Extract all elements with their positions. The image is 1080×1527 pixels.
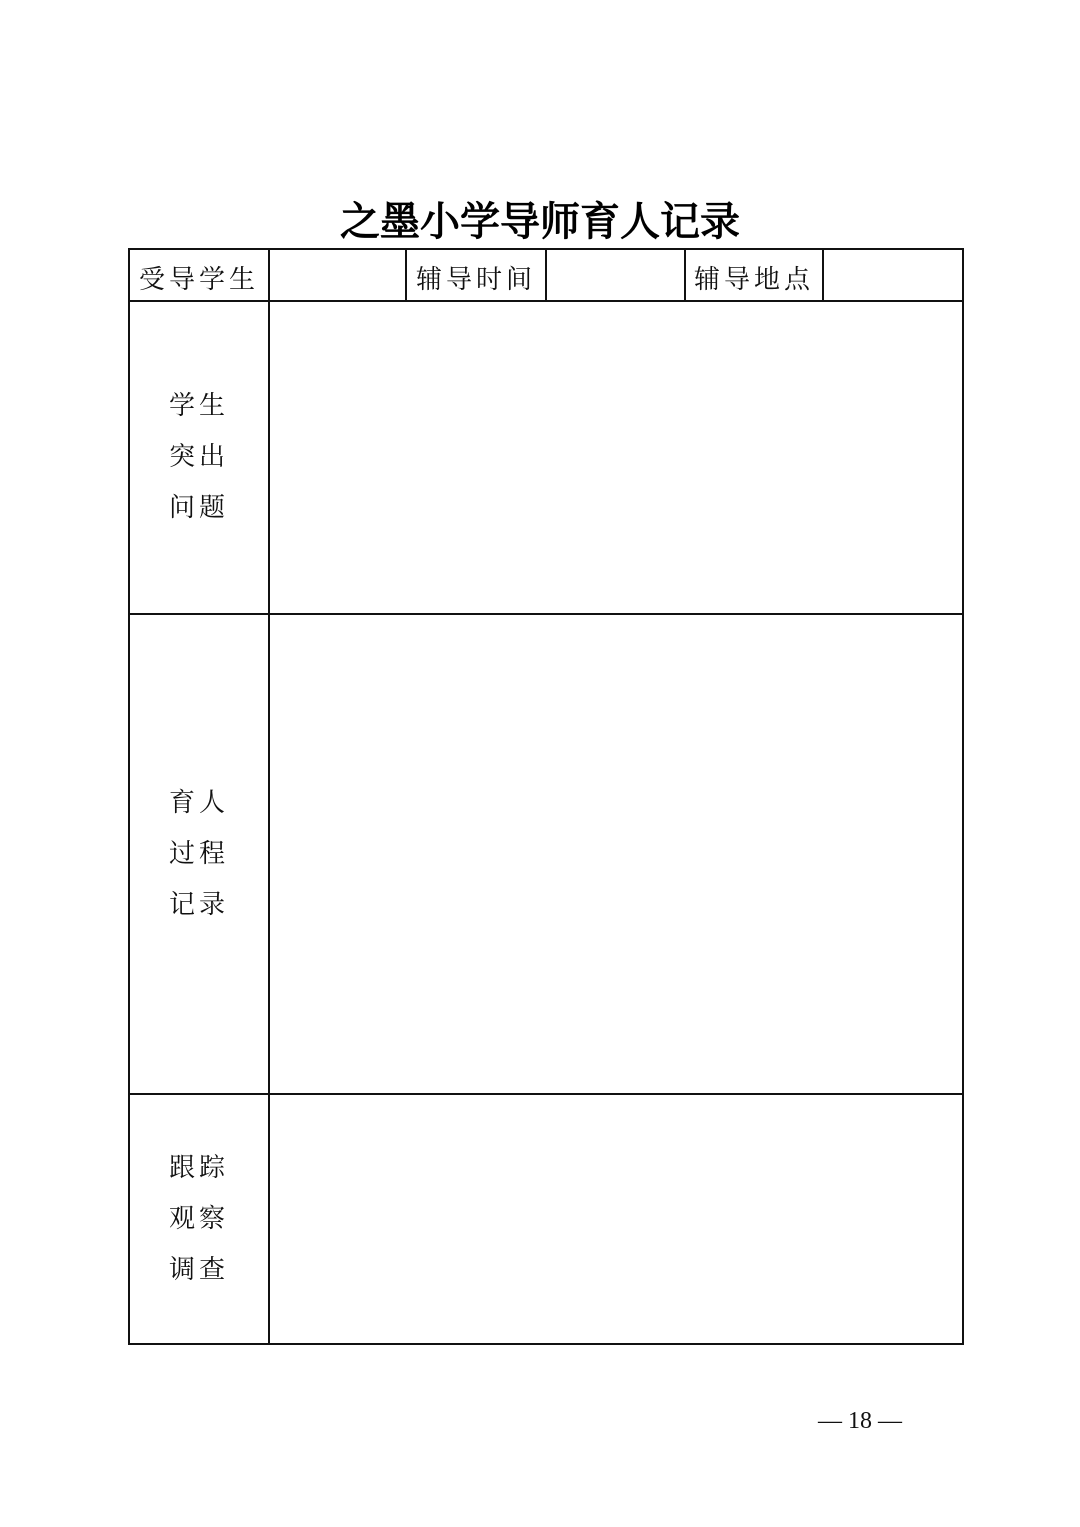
process-record-label — [129, 614, 269, 1094]
label-line: 跟踪 — [168, 1152, 229, 1183]
section-row-follow-up — [129, 1094, 963, 1344]
record-table — [128, 248, 964, 1345]
label-line: 育人 — [168, 787, 229, 818]
process-record-field[interactable] — [269, 614, 963, 1094]
document-title: 之墨小学导师育人记录 — [340, 198, 740, 245]
label-line: 突出 — [168, 442, 229, 472]
student-issues-label — [129, 301, 269, 614]
section-row-student-issues — [129, 301, 963, 614]
tutoring-time-label: 辅导时间 — [406, 249, 546, 301]
tutoring-location-label: 辅导地点 — [685, 249, 823, 301]
section-row-process-record — [129, 614, 963, 1094]
label-line: 学生 — [168, 391, 229, 421]
label-line: 记录 — [168, 889, 229, 920]
student-issues-field[interactable] — [269, 301, 963, 614]
page-number: — 18 — — [818, 1408, 902, 1434]
student-field[interactable] — [269, 249, 406, 301]
follow-up-field[interactable] — [269, 1094, 963, 1344]
tutoring-time-field[interactable] — [546, 249, 685, 301]
label-line: 过程 — [168, 838, 229, 869]
header-row — [129, 249, 963, 301]
follow-up-label — [129, 1094, 269, 1344]
label-line: 观察 — [168, 1203, 229, 1234]
label-line: 问题 — [168, 493, 229, 523]
student-label: 受导学生 — [129, 249, 269, 301]
label-line: 调查 — [168, 1254, 229, 1285]
tutoring-location-field[interactable] — [823, 249, 963, 301]
